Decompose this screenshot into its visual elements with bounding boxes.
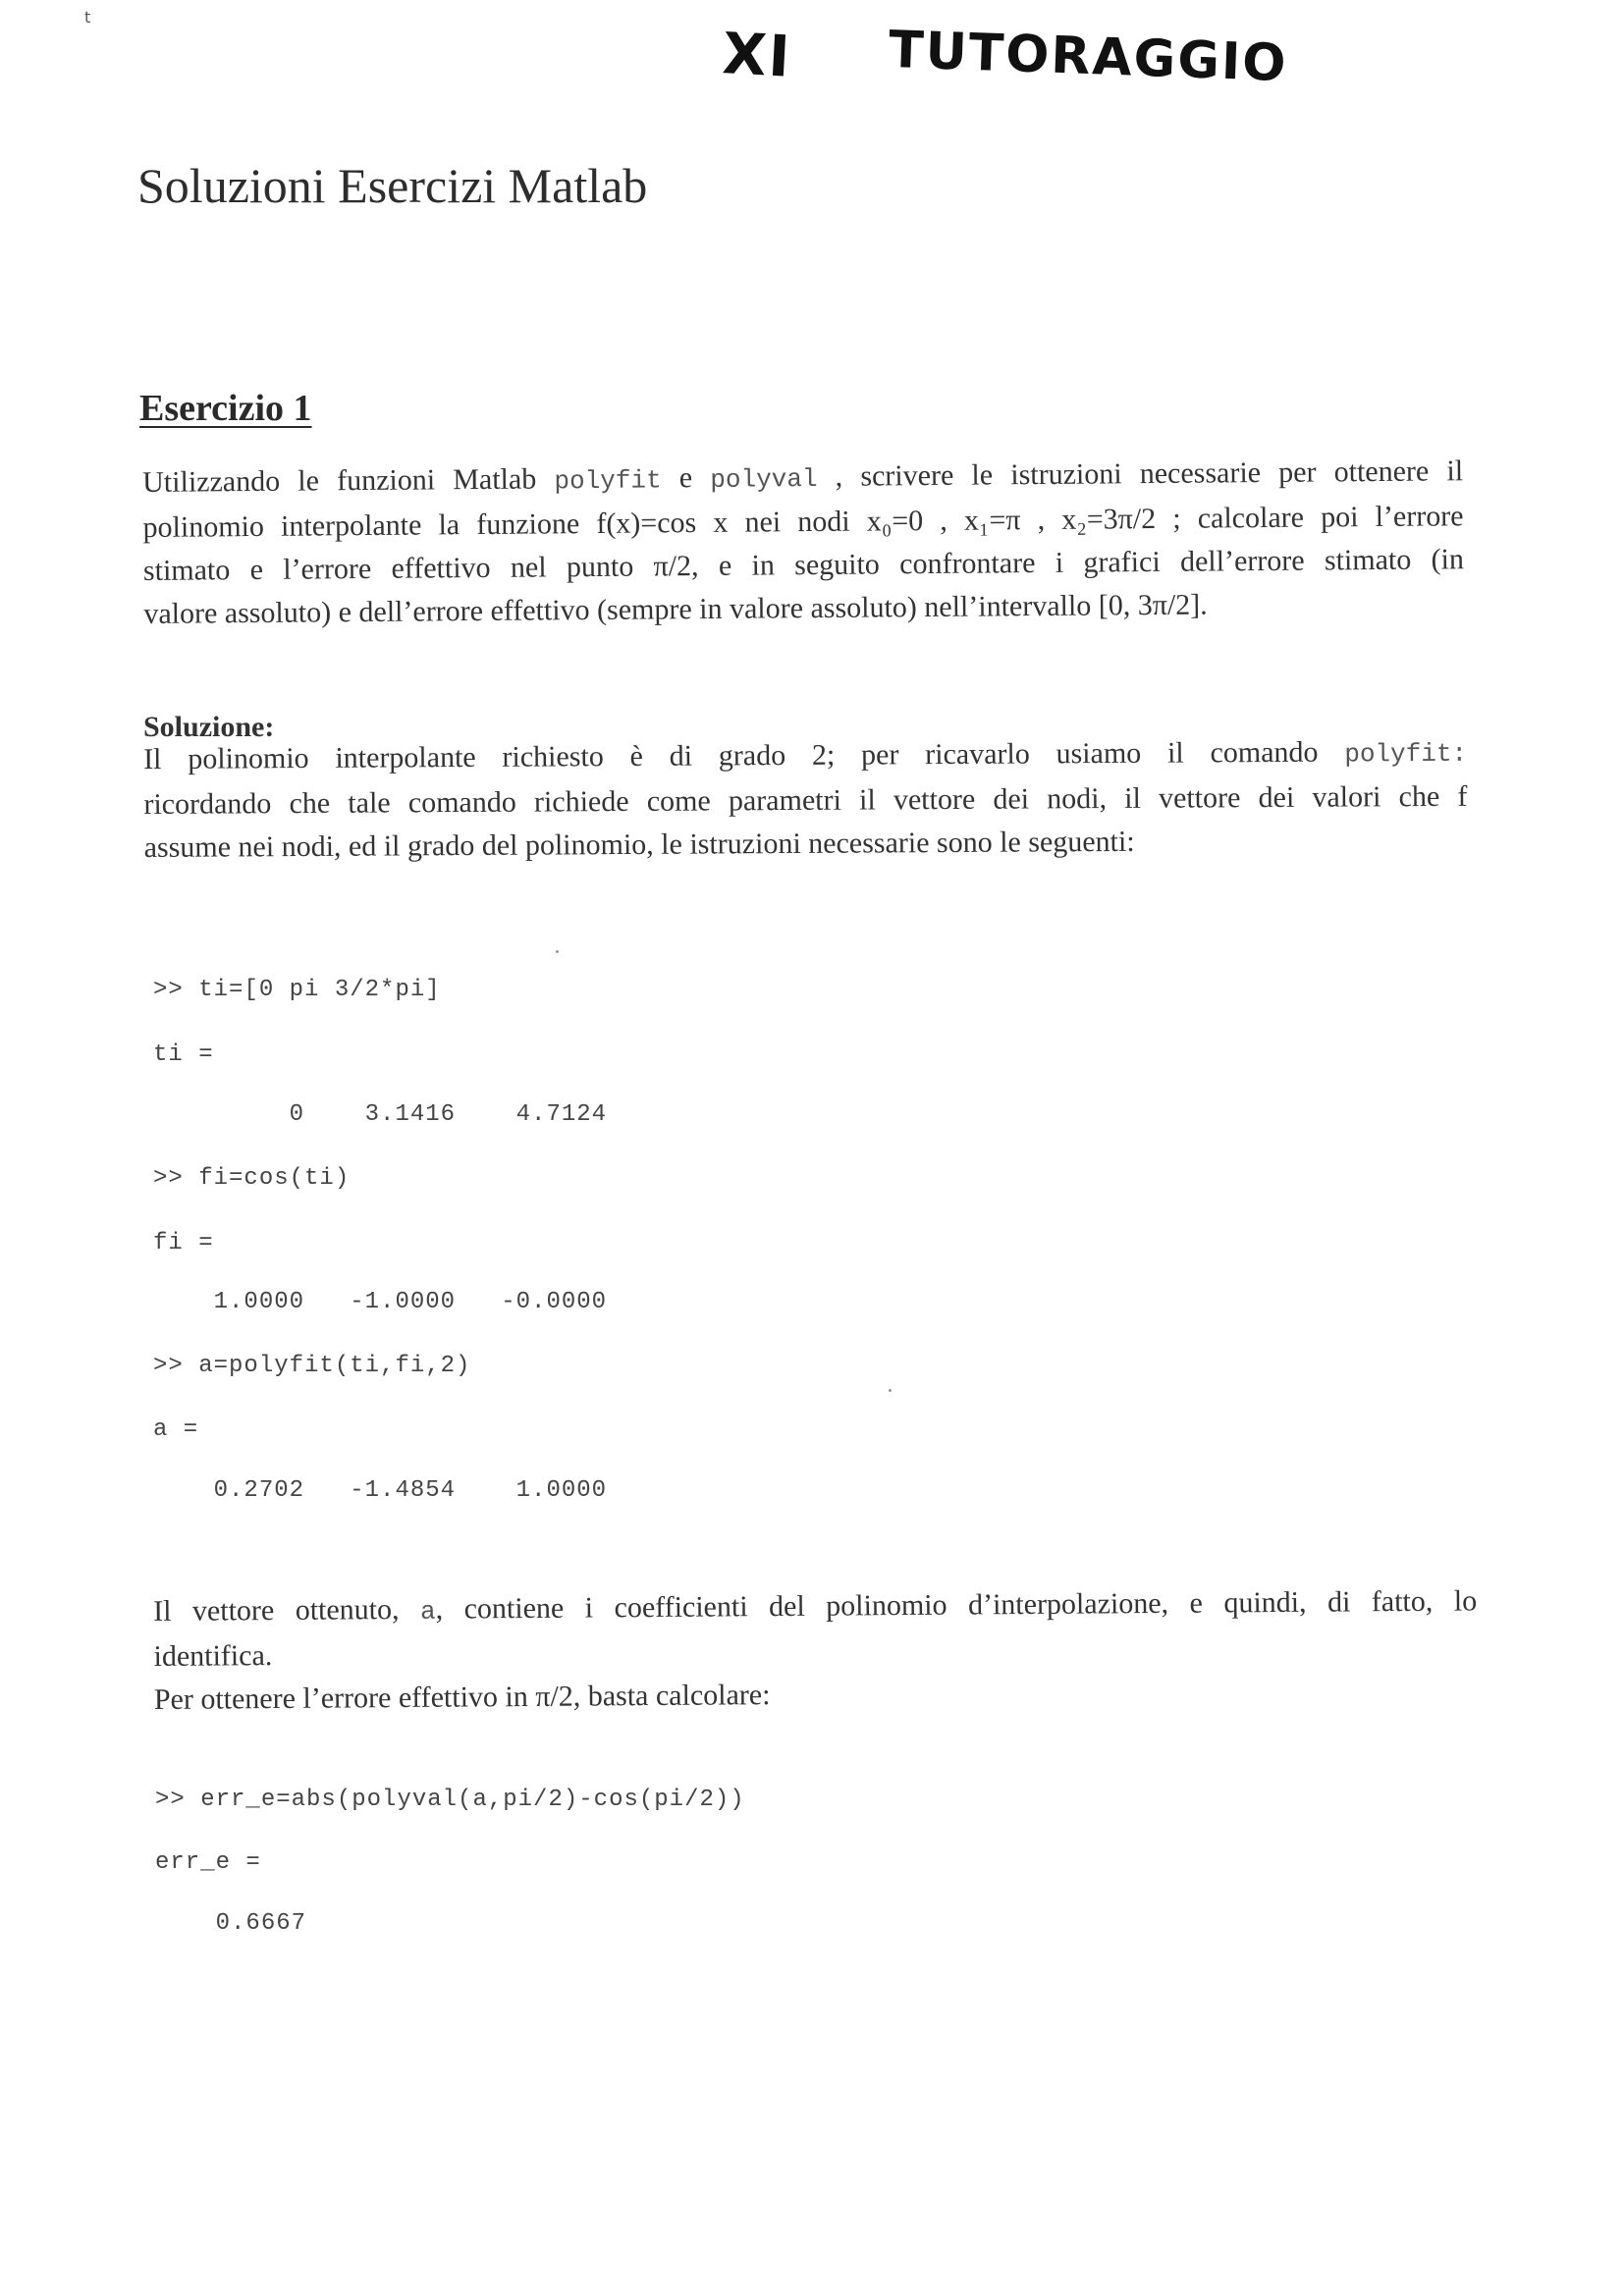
exercise-line-3: stimato e l’errore effettivo nel punto π/2, e in seguito confrontare i grafici dell’errore stimato (in [142, 543, 1465, 587]
exercise-line-1: Utilizzando le funzioni Matlab polyfit e polyval , scrivere le istruzioni necessarie per ottenere il [142, 454, 1464, 499]
explanation-line-3: Per ottenere l’errore effettivo in π/2, basta calcolare: [153, 1679, 771, 1716]
solution-text [143, 730, 1468, 870]
exercise-line-2: polinomio interpolante la funzione f(x)=cos x nei nodi x₀=0 , x₁=π , x₂=3π/2 ; calcolare poi l’errore [142, 500, 1464, 544]
scan-speck [556, 950, 559, 953]
corner-mark: t [84, 8, 91, 27]
explanation-text [153, 1579, 1478, 1722]
solution-line-3: assume nei nodi, ed il grado del polinomio, le istruzioni necessarie sono le seguenti: [143, 825, 1135, 864]
code-line: 1.0000 -1.0000 -0.0000 [153, 1289, 608, 1315]
page-title: Soluzioni Esercizi Matlab [137, 158, 648, 213]
exercise-line-4: valore assoluto) e dell’errore effettivo (sempre in valore assoluto) nell’intervallo [0, 3π/2]. [143, 588, 1208, 630]
solution-line-1: Il polinomio interpolante richiesto è di grado 2; per ricavarlo usiamo il comando polyfit: [143, 735, 1468, 775]
exercise-heading: Esercizio 1 [139, 388, 312, 429]
scan-speck [889, 1389, 892, 1392]
handwritten-note-right: TUTORAGGIO [888, 20, 1289, 94]
explanation-line-1: Il vettore ottenuto, a, contiene i coefficienti del polinomio d’interpolazione, e quindi, di fatto, lo [153, 1584, 1478, 1628]
solution-label: Soluzione: [143, 711, 275, 743]
code-line: err_e = [155, 1849, 261, 1876]
code-line: >> a=polyfit(ti,fi,2) [153, 1353, 471, 1379]
code-line: a = [153, 1416, 199, 1443]
code-line: 0.6667 [155, 1910, 307, 1937]
code-line: 0.2702 -1.4854 1.0000 [153, 1477, 608, 1504]
code-line: >> ti=[0 pi 3/2*pi] [153, 977, 441, 1003]
code-line: >> fi=cos(ti) [153, 1165, 351, 1192]
exercise-text [142, 450, 1465, 636]
code-line: ti = [153, 1041, 214, 1068]
code-line: >> err_e=abs(polyval(a,pi/2)-cos(pi/2)) [155, 1787, 745, 1813]
handwritten-note-left: XI [721, 20, 794, 90]
code-line: fi = [153, 1230, 214, 1256]
code-line: 0 3.1416 4.7124 [153, 1101, 608, 1128]
solution-line-2: ricordando che tale comando richiede come parametri il vettore dei nodi, il vettore dei valori che f [143, 779, 1468, 821]
explanation-line-2: identifica. [153, 1639, 273, 1673]
